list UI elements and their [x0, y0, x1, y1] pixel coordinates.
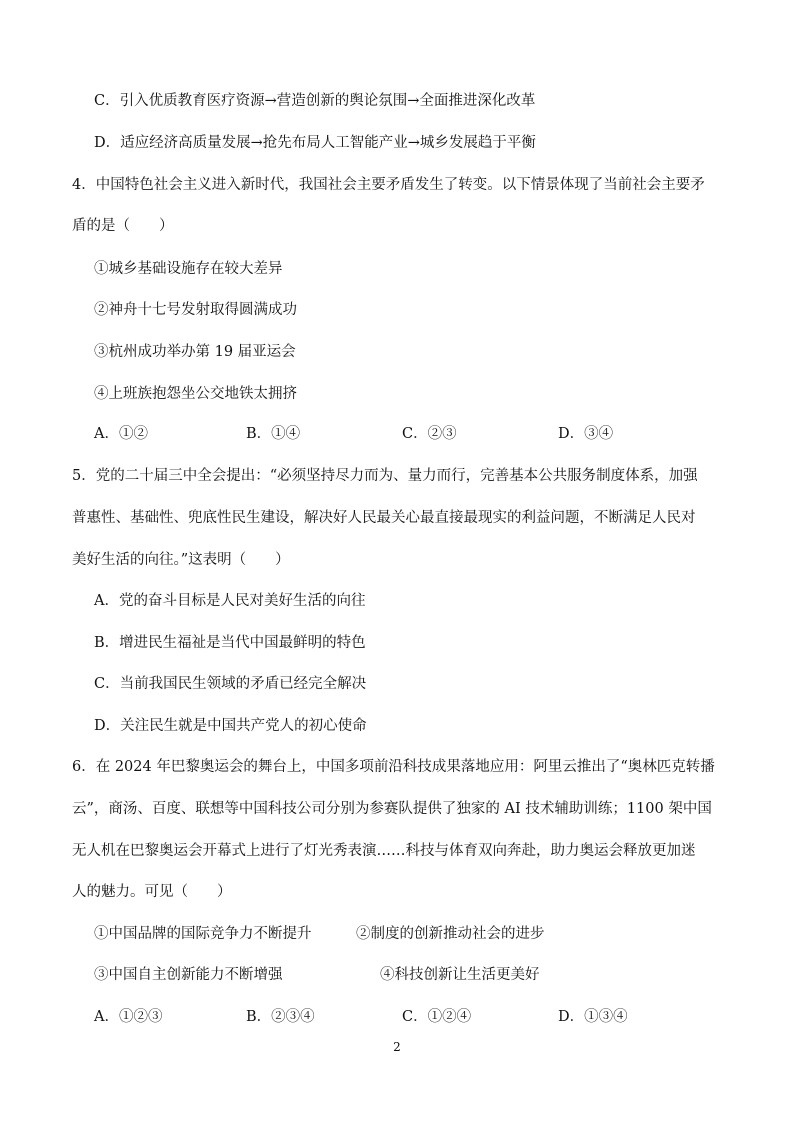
q4-choice-b: B．①④: [246, 426, 301, 442]
q6-choice-b: B．②③④: [246, 1009, 315, 1025]
q6-choice-a: A．①②③: [94, 1009, 163, 1025]
prev-option-d: D．适应经济高质量发展→抢先布局人工智能产业→城乡发展趋于平衡: [94, 135, 536, 151]
q5-stem-line-2: 普惠性、基础性、兜底性民生建设，解决好人民最关心最直接最现实的利益问题，不断满足人民对: [72, 510, 696, 526]
q5-option-c: C．当前我国民生领域的矛盾已经完全解决: [94, 676, 367, 692]
q5-option-a: A．党的奋斗目标是人民对美好生活的向往: [94, 593, 366, 609]
q6-choice-d: D．①③④: [558, 1009, 628, 1025]
prev-option-c: C．引入优质教育医疗资源→营造创新的舆论氛围→全面推进深化改革: [94, 93, 536, 109]
q4-stem-line-2: 盾的是（ ）: [72, 218, 174, 234]
q4-item-4: ④上班族抱怨坐公交地铁太拥挤: [94, 386, 297, 402]
q5-stem-line-3: 美好生活的向往。”这表明（ ）: [72, 552, 290, 568]
q6-stem-line-3: 无人机在巴黎奥运会开幕式上进行了灯光秀表演……科技与体育双向奔赴，助力奥运会释放更加迷: [72, 843, 696, 859]
q4-item-1: ①城乡基础设施存在较大差异: [94, 261, 283, 277]
q6-stem-line-1: 6．在 2024 年巴黎奥运会的舞台上，中国多项前沿科技成果落地应用：阿里云推出了“奥林匹克转播: [72, 759, 715, 775]
q4-choice-d: D．③④: [558, 426, 614, 442]
q4-stem-line-1: 4．中国特色社会主义进入新时代，我国社会主要矛盾发生了转变。以下情景体现了当前社会主要矛: [72, 177, 705, 193]
q4-item-2: ②神舟十七号发射取得圆满成功: [94, 302, 297, 318]
q6-item-3: ③中国自主创新能力不断增强: [94, 967, 283, 983]
page-number: 2: [393, 1040, 401, 1054]
q6-item-1: ①中国品牌的国际竞争力不断提升: [94, 926, 312, 942]
q6-stem-line-4: 人的魅力。可见（ ）: [72, 884, 232, 900]
q5-stem-line-1: 5．党的二十届三中全会提出：“必须坚持尽力而为、量力而行，完善基本公共服务制度体系，加强: [72, 468, 698, 484]
q6-choice-c: C．①②④: [402, 1009, 472, 1025]
q5-option-d: D．关注民生就是中国共产党人的初心使命: [94, 718, 367, 734]
q6-stem-line-2: 云”，商汤、百度、联想等中国科技公司分别为参赛队提供了独家的 AI 技术辅助训练；1100 架中国: [72, 801, 712, 817]
q4-choice-a: A．①②: [94, 426, 148, 442]
q6-item-4: ④科技创新让生活更美好: [380, 967, 540, 983]
q4-item-3: ③杭州成功举办第 19 届亚运会: [94, 344, 296, 360]
q6-item-2: ②制度的创新推动社会的进步: [356, 926, 545, 942]
q4-choice-c: C．②③: [402, 426, 457, 442]
q5-option-b: B．增进民生福祉是当代中国最鲜明的特色: [94, 635, 366, 651]
